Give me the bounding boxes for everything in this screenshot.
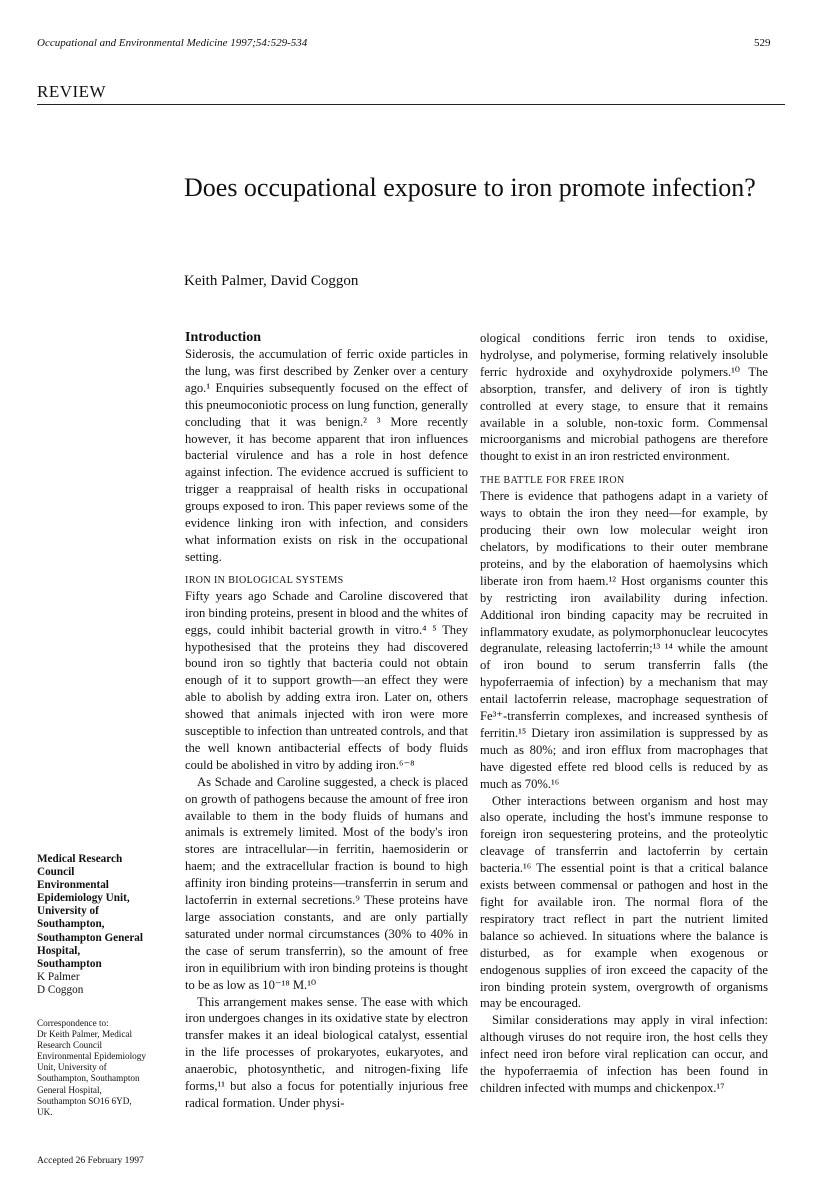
correspondence-block [37,1018,177,1118]
affiliation-person: K Palmer [37,970,80,983]
continued-paragraph: ological conditions ferric iron tends to oxidise, hydrolyse, and polymerise, forming relatively insoluble ferric hydroxide and oxyhydroxide polymers.¹⁰ The absorption, transfer, and delivery of iron is tightly controlled at every stage, to ensure that it remains available in a soluble, non-toxic form. Commensal microorganisms and microbial pathogens are therefore thought to exist in an iron restricted environment. [480,331,768,464]
correspondence-line: Dr Keith Palmer, Medical [37,1029,133,1040]
biological-systems-paragraph-1: Fifty years ago Schade and Caroline discovered that iron binding proteins, present in blood and the whites of eggs, could inhibit bacterial growth in vitro.⁴ ⁵ They hypothesised that the proteins they had discovered bound iron so tightly that bacteria could not obtain enough of it to support growth—an effect they were able to abolish by adding extra iron. Later on, others showed that animals injected with iron were more susceptible to infection than untreated controls, and that the well known antibacterial effects of body fluids could be abolished in vitro by adding iron.⁶⁻⁸ [185,588,468,772]
section-label: REVIEW [37,82,107,101]
correspondence-line: Unit, University of [37,1062,107,1073]
affiliation-person: D Coggon [37,983,84,996]
correspondence-line: UK. [37,1106,53,1117]
battle-heading: THE BATTLE FOR FREE IRON [480,475,625,487]
article-title: Does occupational exposure to iron promote infection? [184,173,756,202]
battle-paragraph-3: Similar considerations may apply in viral infection: although viruses do not require iron, the host cells they infect need iron before viral replication can occur, and the hypoferraemia of infection has been found in children infected with mumps and chickenpox.¹⁷ [480,1013,768,1095]
intro-heading: Introduction [185,330,261,345]
affiliation-line: Southampton [37,957,102,970]
left-column [185,329,468,1112]
biological-systems-heading: IRON IN BIOLOGICAL SYSTEMS [185,574,344,586]
article-authors: Keith Palmer, David Coggon [184,273,359,289]
affiliation-block [37,853,177,997]
correspondence-line: Southampton, Southampton [37,1073,140,1084]
affiliation-line: Environmental [37,879,109,892]
affiliation-line: Epidemiology Unit, [37,892,130,905]
battle-paragraph-1: There is evidence that pathogens adapt in a variety of ways to obtain the iron they need—for example, by producing their own low molecular weight iron chelators, by modifications to their outer membrane proteins, and by the elaboration of haemolysins which liberate iron from haem.¹² Host organisms counter this by restricting iron availability during infection. Additional iron binding capacity may be recruited in inflammatory exudate, as polymorphonuclear leucocytes degranulate, releasing lactoferrin;¹³ ¹⁴ while the amount of iron bound to serum transferrin falls (the hypoferraemia of infection) by a mechanism that may entail lactoferrin release, macrophage sequestration of Fe³⁺-transferrin complexes, and increased synthesis of ferritin.¹⁵ Dietary iron assimilation is suppressed by as much as 80%; and iron efflux from macrophages that have digested effete red blood cells is reduced by as much as 70%.¹⁶ [480,489,768,791]
intro-paragraph: Siderosis, the accumulation of ferric oxide particles in the lung, was first described by Zenker over a century ago.¹ Enquiries subsequently focused on the effect of this pneumoconiotic process on lung function, generally concluding that it was benign.² ³ More recently however, it has become apparent that iron influences bacterial virulence and has a role in host defence against infection. The evidence accrued is sufficient to trigger a reappraisal of health risks in occupational groups exposed to iron. This paper reviews some of the evidence linking iron with infection, and considers what information exists on risk in the occupational setting. [185,347,468,564]
battle-paragraph-2: Other interactions between organism and host may also operate, including the host's immune response to foreign iron sequestering proteins, and the proteolytic cleavage of transferrin and lactoferrin by certain bacteria.¹⁶ The essential point is that a critical balance exists between commensal or pathogen and host in the fight for available iron. The normal flora of the respiratory tract reflect in part the nutrient limited balance so achieved. In situations where the balance is disturbed, as for example when exogenous or endogenous supplies of iron exceed the capacity of the iron binding protein system, overgrowth of organisms may be encouraged. [480,793,768,1011]
affiliation-line: Hospital, [37,944,81,957]
accepted-date: Accepted 26 February 1997 [37,1155,144,1166]
biological-systems-paragraph-3: This arrangement makes sense. The ease with which iron undergoes changes in its oxidative state by electron transfer makes it an ideal biological catalyst, essential in the life processes of prokaryotes, eukaryotes, and anaerobic, photosynthetic, and nitrogen-fixing life forms,¹¹ but also a focus for potentially injurious free radical formation. Under physi- [185,994,468,1110]
affiliation-line: Council [37,866,75,879]
journal-citation: Occupational and Environmental Medicine 1997;54:529-534 [37,37,308,49]
biological-systems-paragraph-2: As Schade and Caroline suggested, a check is placed on growth of pathogens because the amount of free iron available to them in the body fluids of humans and animals is extremely limited. Most of the body's iron stores are intracellular—in ferritin, haemosiderin or haem; and the extracellular fraction is bound to high affinity iron binding proteins—transferrin in serum and lactoferrin in external secretions.⁹ These proteins have large association constants, and are only partially saturated under normal circumstances (30% to 40% in the case of serum transferrin), so the amount of free iron in equilibrium with iron binding proteins is thought to be as low as 10⁻¹⁸ M.¹⁰ [185,774,468,992]
header-rule [37,104,785,105]
affiliation-line: University of [37,905,99,918]
correspondence-line: Southampton SO16 6YD, [37,1095,132,1106]
affiliation-line: Southampton, [37,918,105,931]
page-number: 529 [754,37,771,49]
correspondence-line: Environmental Epidemiology [37,1051,146,1062]
affiliation-line: Southampton General [37,931,143,944]
correspondence-line: Correspondence to: [37,1018,109,1028]
affiliation-line: Medical Research [37,853,123,865]
right-column [480,330,768,1097]
correspondence-line: Research Council [37,1040,103,1051]
correspondence-line: General Hospital, [37,1084,102,1095]
